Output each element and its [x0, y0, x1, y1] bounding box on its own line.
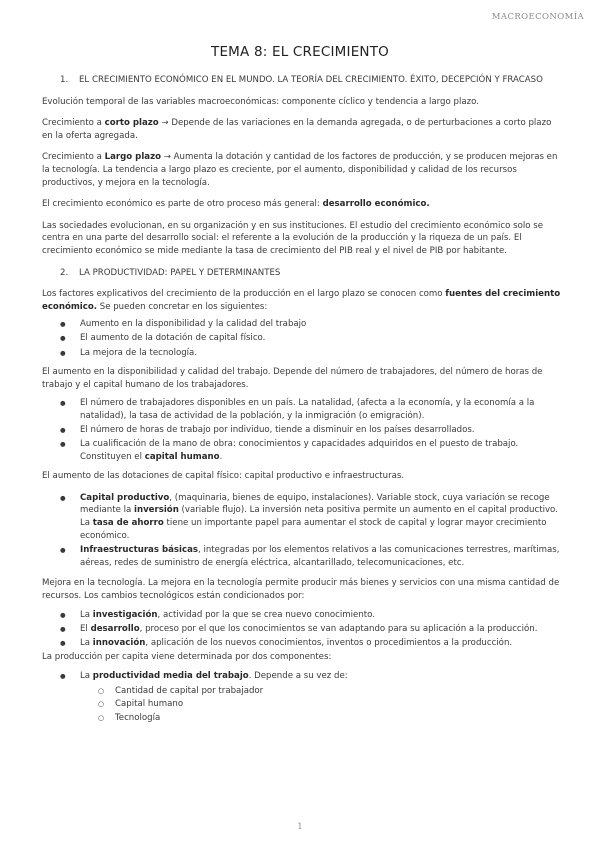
term-innovacion: innovación [92, 637, 146, 648]
section-2-title: LA PRODUCTIVIDAD: PAPEL Y DETERMINANTES [79, 267, 281, 278]
paragraph-corto-plazo: Crecimiento a corto plazo → Depende de las variaciones en la demanda agregada, o de perturbaciones a corto plazo en la oferta agregada. [42, 118, 552, 141]
list-item: ● Aumento en la disponibilidad y la calidad del trabajo [42, 318, 562, 331]
paragraph-capital: El aumento de las dotaciones de capital físico: capital productivo e infraestructuras. [42, 471, 405, 482]
list-item: ● El desarrollo, proceso por el que los conocimientos se van adaptando para su aplicación a la producción. [42, 623, 562, 636]
section-2-number: 2. [60, 267, 69, 278]
running-header: MACROECONOMÍA [491, 12, 584, 22]
section-1-title: EL CRECIMIENTO ECONÓMICO EN EL MUNDO. LA TEORÍA DEL CRECIMIENTO. ÉXITO, DECEPCIÓN Y FRACASO [79, 75, 543, 85]
list-item: ● La investigación, actividad por la que se crea nuevo conocimiento. [42, 609, 562, 622]
term-capital-humano: capital humano [144, 451, 220, 462]
paragraph-per-capita: La producción per capita viene determinada por dos componentes: [42, 652, 332, 663]
paragraph-largo-plazo: Crecimiento a Largo plazo → Aumenta la dotación y cantidad de los factores de producción, y se producen mejoras en la tecnología. La tendencia a largo plazo es creciente, por el aumento, disponibilidad y calidad de los recursos productivos, y mejora en la tecnología. [42, 152, 558, 188]
capital-list [42, 492, 562, 570]
paragraph-tecnologia: Mejora en la tecnología. La mejora en la tecnología permite producir más bienes y servicios con una misma cantidad de recursos. Los cambios tecnológicos están condicionados por: [42, 578, 560, 601]
factors-list [42, 318, 562, 359]
document-body [42, 74, 562, 731]
term-desarrollo-economico: desarrollo económico. [322, 199, 430, 210]
term-corto-plazo: corto plazo [104, 118, 159, 129]
tecnologia-list [42, 609, 562, 650]
section-1-number: 1. [60, 75, 69, 85]
term-desarrollo: desarrollo [90, 623, 140, 634]
list-item: ● Capital productivo, (maquinaria, bienes de equipo, instalaciones). Variable stock, cuya variación se recoge mediante la inversión (variable flujo). La inversión neta positiva permite un aumento en el capital productivo. La tasa de ahorro tiene un importante papel para aumentar el stock de capital y lograr mayor crecimiento económico. [42, 492, 562, 542]
paragraph-desarrollo: El crecimiento económico es parte de otro proceso más general: desarrollo económico. [42, 199, 430, 210]
list-item: ● La innovación, aplicación de los nuevos conocimientos, inventos o procedimientos a la producción. [42, 637, 562, 650]
list-item: ● El aumento de la dotación de capital físico. [42, 332, 562, 345]
per-capita-list [42, 670, 562, 724]
list-item: ● La cualificación de la mano de obra: conocimientos y capacidades adquiridos en el puesto de trabajo. Constituyen el capital humano. [42, 438, 562, 463]
section-2-heading [60, 267, 562, 280]
trabajo-list [42, 397, 562, 463]
term-tasa-ahorro: tasa de ahorro [92, 518, 164, 529]
list-item: ● El número de horas de trabajo por individuo, tiende a disminuir en los países desarrollados. [42, 424, 562, 437]
sublist-item: ○ Tecnología [80, 712, 562, 725]
term-inversion: inversión [134, 505, 179, 516]
list-item: ● La productividad media del trabajo. Depende a su vez de: ○ Cantidad de capital por trabajador ○ Capital humano ○ Tecnología [42, 670, 562, 724]
term-infraestructuras: Infraestructuras básicas [80, 545, 198, 556]
productividad-sublist [80, 685, 562, 725]
paragraph-trabajo: El aumento en la disponibilidad y calidad del trabajo. Depende del número de trabajadores, del número de horas de trabajo y el capital humano de los trabajadores. [42, 367, 543, 390]
sublist-item: ○ Capital humano [80, 698, 562, 711]
term-investigacion: investigación [92, 609, 158, 620]
page-number: 1 [297, 822, 303, 832]
section-1-heading [60, 74, 562, 87]
term-largo-plazo: Largo plazo [104, 152, 161, 163]
page-title: TEMA 8: EL CRECIMIENTO [211, 44, 389, 60]
list-item: ● Infraestructuras básicas, integradas por los elementos relativos a las comunicaciones terrestres, marítimas, aéreas, redes de suministro de energía eléctrica, alcantarillado, telecomunicaciones, etc. [42, 544, 562, 569]
sublist-item: ○ Cantidad de capital por trabajador [80, 685, 562, 698]
list-item: ● El número de trabajadores disponibles en un país. La natalidad, (afecta a la economía, y la economía a la natalidad), la tasa de actividad de la población, y la inmigración (o emigración). [42, 397, 562, 422]
paragraph-evolucion: Evolución temporal de las variables macroeconómicas: componente cíclico y tendencia a largo plazo. [42, 96, 479, 107]
paragraph-fuentes: Los factores explicativos del crecimiento de la producción en el largo plazo se conocen como fuentes del crecimiento económico. Se pueden concretar en los siguientes: [42, 289, 561, 312]
term-capital-productivo: Capital productivo [80, 492, 170, 503]
paragraph-sociedades: Las sociedades evolucionan, en su organización y en sus instituciones. El estudio del crecimiento económico solo se centra en una parte del desarrollo social: el referente a la evolución de la producción y la riqueza de un país. El crecimiento económico se mide mediante la tasa de crecimiento del PIB real y el nivel de PIB por habitante. [42, 220, 543, 256]
term-fuentes-crecimiento: fuentes del crecimiento económico. [42, 289, 561, 312]
term-productividad-media: productividad media del trabajo [92, 670, 249, 681]
list-item: ● La mejora de la tecnología. [42, 347, 562, 360]
